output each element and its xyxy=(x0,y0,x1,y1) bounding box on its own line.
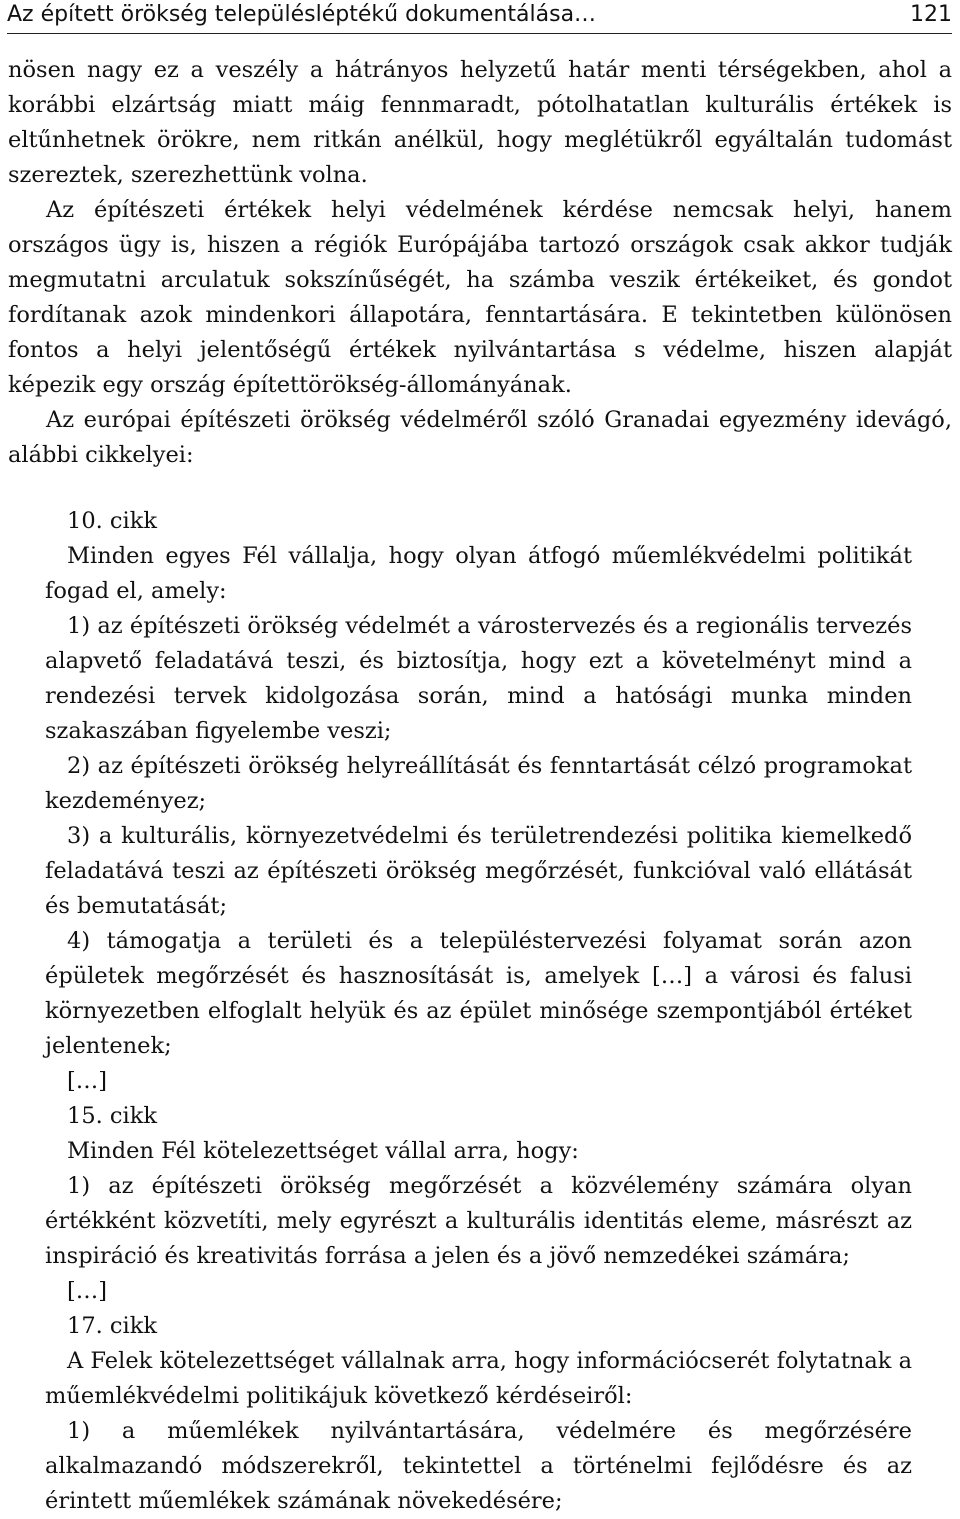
paragraph-continued: nösen nagy ez a veszély a hátrányos helyzetű határ menti térségekben, ahol a korábbi elzártság miatt máig fennmaradt, pótolhatatlan kulturális értékek is eltűnhetnek örökre, nem ritkán anélkül, hogy meglétükről egyáltalán tudomást szereztek, szerezhettünk volna. xyxy=(8,57,952,188)
article-10-item-2: 2) az építészeti örökség helyreállítását és fenntartását célzó programokat kezdeményez; xyxy=(45,753,912,814)
article-15-heading: 15. cikk xyxy=(67,1103,157,1129)
article-17-intro: A Felek kötelezettséget vállalnak arra, hogy információcserét folytatnak a műemlékvédelmi politikájuk következő kérdéseiről: xyxy=(45,1348,912,1409)
omission-marker: […] xyxy=(67,1278,108,1304)
omission-marker: […] xyxy=(67,1068,108,1094)
article-10-heading: 10. cikk xyxy=(67,508,157,534)
article-10-item-1: 1) az építészeti örökség védelmét a várostervezés és a regionális tervezés alapvető feladatává teszi, és biztosítja, hogy ezt a követelményt mind a rendezési tervek kidolgozása során, mind a hatósági munka minden szakaszában figyelembe veszi; xyxy=(45,613,912,744)
article-10-item-4: 4) támogatja a területi és a településtervezési folyamat során azon épületek megőrzését és hasznosítását is, amelyek […] a városi és falusi környezetben elfoglalt helyük és az épület minősége szempontjából értéket jelentenek; xyxy=(45,928,912,1059)
article-17-item-1: 1) a műemlékek nyilvántartására, védelmére és megőrzésére alkalmazandó módszerekről, tekintettel a történelmi fejlődésre és az érintett műemlékek számának növekedésére; xyxy=(45,1418,912,1514)
running-header xyxy=(7,0,952,34)
article-17-heading: 17. cikk xyxy=(67,1313,157,1339)
article-15-intro: Minden Fél kötelezettséget vállal arra, hogy: xyxy=(67,1138,579,1164)
page-number: 121 xyxy=(910,2,952,27)
paragraph-local-protection: Az építészeti értékek helyi védelmének kérdése nemcsak helyi, hanem országos ügy is, hiszen a régiók Európájába tartozó országok csak akkor tudják megmutatni arculatuk sokszínűségét, ha számba veszik értékeiket, és gondot fordítanak azok mindenkori állapotára, fenntartására. E tekintetben különösen fontos a helyi jelentőségű értékek nyilvántartása s védelme, hiszen alapját képezik egy ország építettörökség-állományának. xyxy=(8,197,952,398)
main-text xyxy=(8,53,952,473)
convention-quote xyxy=(45,504,912,1519)
article-10-intro: Minden egyes Fél vállalja, hogy olyan átfogó műemlékvédelmi politikát fogad el, amely: xyxy=(45,543,912,604)
paragraph-granada-intro: Az európai építészeti örökség védelméről szóló Granadai egyezmény idevágó, alábbi cikkelyei: xyxy=(8,407,952,468)
article-15-item-1: 1) az építészeti örökség megőrzését a közvélemény számára olyan értékként közvetíti, mely egyrészt a kulturális identitás eleme, másrészt az inspiráció és kreativitás forrása a jelen és a jövő nemzedékei számára; xyxy=(45,1173,912,1269)
article-10-item-3: 3) a kulturális, környezetvédelmi és területrendezési politika kiemelkedő feladatává teszi az építészeti örökség megőrzését, funkcióval való ellátását és bemutatását; xyxy=(45,823,912,919)
running-title: Az épített örökség településléptékű dokumentálása… xyxy=(7,2,597,27)
